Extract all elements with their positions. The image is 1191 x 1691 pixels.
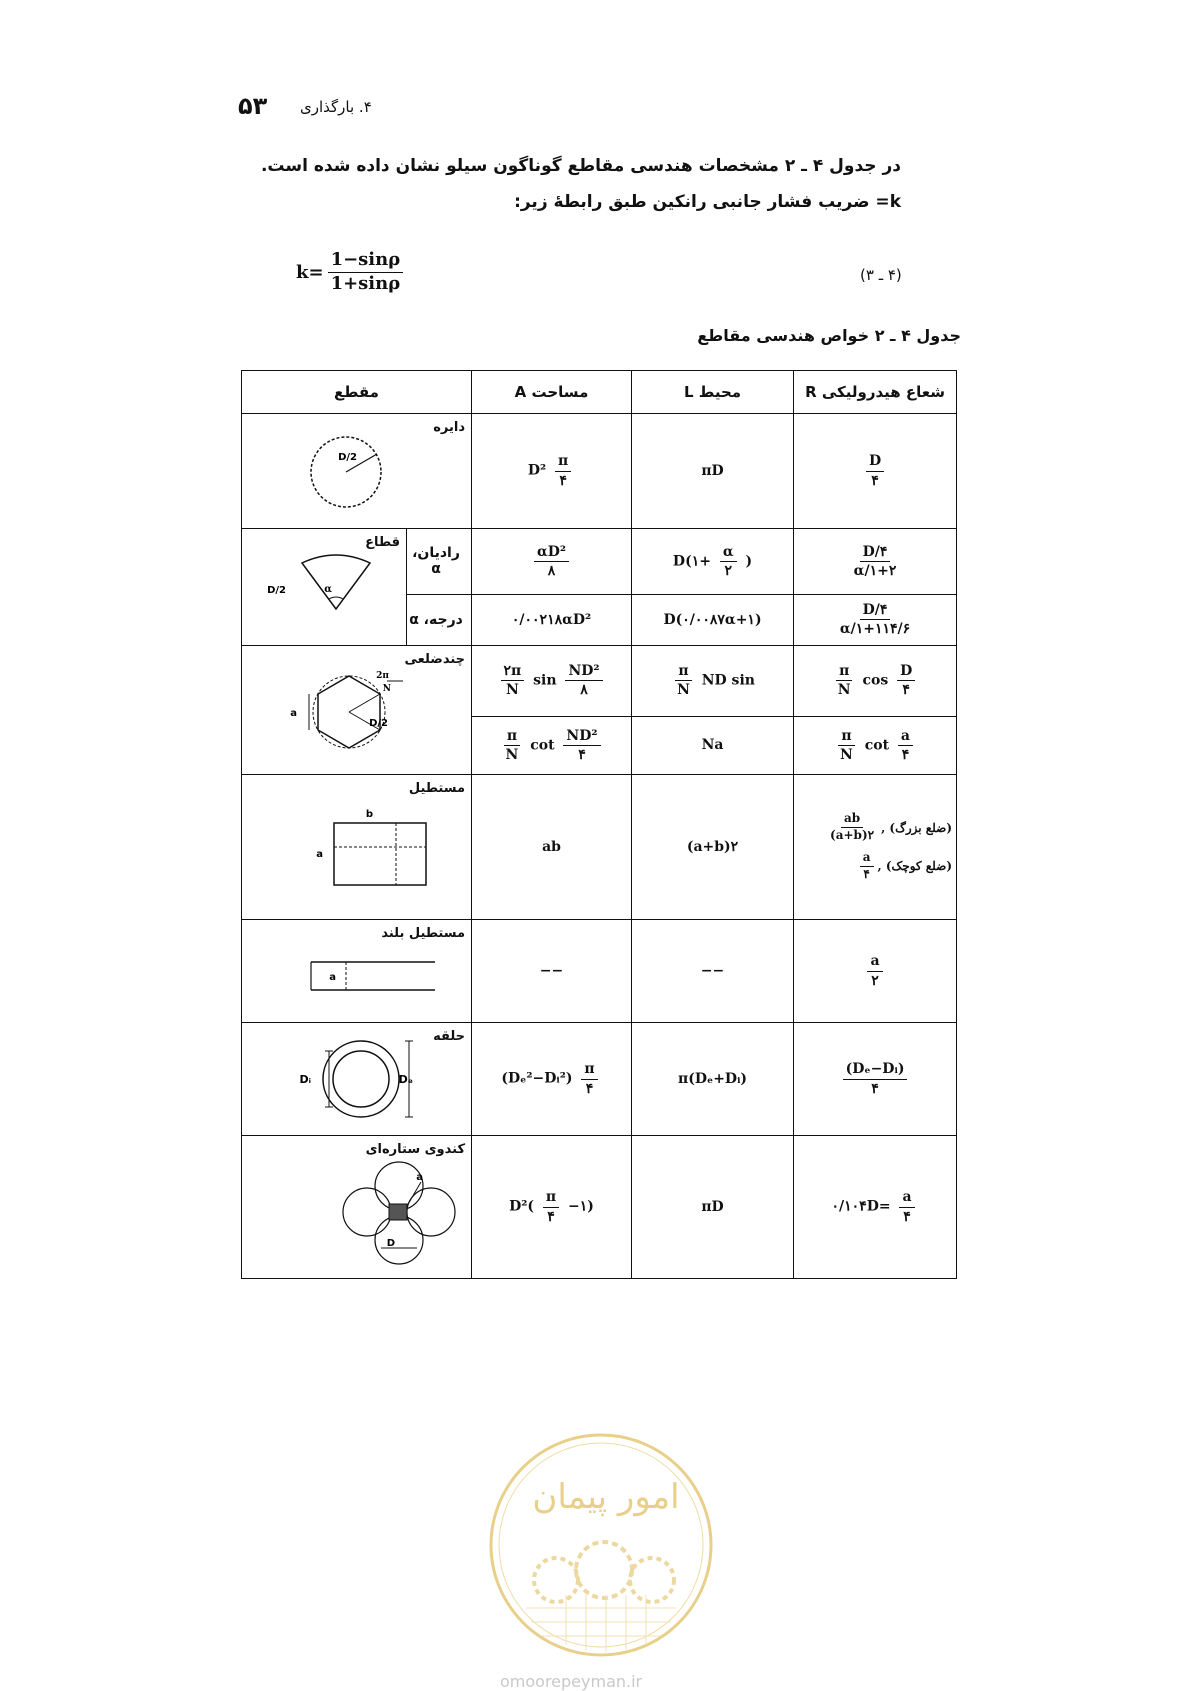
section-name: کندوی ستاره‌ای: [365, 1142, 466, 1157]
svg-text:N: N: [382, 684, 392, 694]
svg-text:b: b: [365, 809, 374, 820]
ring-area: $\frac{\pi}{۴}$ (Dₑ²−Dᵢ²): [472, 1023, 632, 1136]
polygon-area-1: $\frac{\text{ND²}}{۸}$ sin $\frac{۲\pi}{N}$: [472, 646, 632, 717]
ring-perimeter: π(Dₑ+Dᵢ): [632, 1023, 794, 1136]
sector-sub-radian: رادیان، α: [407, 529, 472, 595]
svg-text:a: a: [316, 849, 324, 860]
rectangle-area: ab: [472, 775, 632, 920]
header-radius: شعاع هیدرولیکی R: [794, 371, 957, 414]
circle-radius: $\frac{D}{۴}$: [794, 414, 957, 529]
stamp-text: امور پیمان: [532, 1477, 680, 1517]
formula-lhs: k=: [296, 261, 324, 283]
svg-text:D: D: [386, 1238, 396, 1249]
intro-line-2: k= ضریب فشار جانبی رانکین طبق رابطهٔ زیر:: [514, 192, 901, 212]
svg-text:D/2: D/2: [369, 718, 389, 729]
longrect-perimeter: −−: [632, 920, 794, 1023]
table-row: [242, 414, 957, 529]
header-area: مساحت A: [472, 371, 632, 414]
svg-text:a: a: [329, 972, 337, 983]
sector-sub-degree: درجه، α: [407, 594, 472, 645]
rectangle-radius: (ضلع بزرگ) , $\frac{ab}{۲(a+b)}$ (ضلع کوچک) , $\frac{a}{۴}$: [794, 775, 957, 920]
ring-radius: $\frac{\text{(Dₑ−Dᵢ)}}{۴}$: [794, 1023, 957, 1136]
sector-section: [242, 529, 407, 646]
sector-area-1: $\frac{\text{αD²}}{۸}$: [472, 529, 632, 595]
ring-section: [242, 1023, 472, 1136]
circle-section: [242, 414, 472, 529]
section-name: حلقه: [433, 1029, 466, 1044]
svg-text:a: a: [416, 1172, 424, 1183]
formula-fraction: [328, 250, 404, 294]
longrect-radius: $\frac{a}{۲}$: [794, 920, 957, 1023]
page-number: ۵۳: [238, 92, 268, 120]
svg-text:2π: 2π: [376, 671, 390, 681]
star-radius: $\frac{a}{۴}$ =۰/۱۰۴D: [794, 1136, 957, 1279]
rectangle-section: [242, 775, 472, 920]
watermark-stamp: [486, 1430, 716, 1660]
section-name: چندضلعی: [404, 652, 466, 667]
sector-area-2: ۰/۰۰۲۱۸αD²: [472, 594, 632, 645]
sector-perimeter-1: ( $\frac{\alpha}{۲}$ +۱)D: [632, 529, 794, 595]
star-area: (۱− $\frac{\pi}{۴}$ )D²: [472, 1136, 632, 1279]
polygon-perimeter-2: Na: [632, 716, 794, 774]
sector-radius-1: $\frac{D/۴}{۱+۲/\alpha}$: [794, 529, 957, 595]
longrect-section: [242, 920, 472, 1023]
circle-perimeter: πD: [632, 414, 794, 529]
sector-radius-2: $\frac{D/۴}{۱+۱۱۴/۶/\alpha}$: [794, 594, 957, 645]
polygon-section: [242, 646, 472, 775]
table-caption: جدول ۴ ـ ۲ خواص هندسی مقاطع: [697, 326, 961, 345]
table-row: [242, 1023, 957, 1136]
table-row: [242, 646, 957, 717]
section-name: مستطیل بلند: [381, 926, 466, 941]
chapter-title: ۴. بارگذاری: [300, 98, 372, 116]
svg-text:a: a: [290, 708, 298, 719]
section-name: مستطیل: [408, 781, 466, 796]
polygon-radius-1: $\frac{D}{۴}$ cos $\frac{\pi}{N}$: [794, 646, 957, 717]
svg-text:α: α: [324, 584, 332, 595]
polygon-radius-2: $\frac{a}{۴}$ cot $\frac{\pi}{N}$: [794, 716, 957, 774]
star-perimeter: πD: [632, 1136, 794, 1279]
table-row: [242, 529, 957, 595]
table-row: [242, 920, 957, 1023]
geometry-table: [241, 370, 957, 1279]
rankine-formula: [296, 250, 407, 294]
formula-denominator: 1+sinρ: [330, 272, 401, 294]
rectangle-perimeter: ۲(a+b): [632, 775, 794, 920]
star-section: [242, 1136, 472, 1279]
intro-line-1: در جدول ۴ ـ ۲ مشخصات هندسی مقاطع گوناگون سیلو نشان داده شده است.: [260, 156, 901, 176]
formula-numerator: 1−sinρ: [328, 250, 404, 273]
svg-text:D/2: D/2: [267, 585, 286, 596]
table-header-row: [242, 371, 957, 414]
polygon-area-2: $\frac{\text{ND²}}{۴}$ cot $\frac{\pi}{N}$: [472, 716, 632, 774]
header-perimeter: محیط L: [632, 371, 794, 414]
circle-area: $\frac{\pi}{۴}$ D²: [472, 414, 632, 529]
rectangle-figure: [241, 775, 471, 915]
sector-perimeter-2: (۰/۰۰۸۷α+۱)D: [632, 594, 794, 645]
svg-text:Dᵢ: Dᵢ: [299, 1073, 312, 1086]
equation-number: (۴ ـ ۳): [860, 266, 902, 284]
table-row: [242, 775, 957, 920]
polygon-perimeter-1: ND sin $\frac{\pi}{N}$: [632, 646, 794, 717]
longrect-area: −−: [472, 920, 632, 1023]
section-name: دایره: [433, 420, 466, 435]
circle-radius-label: D/2: [338, 452, 358, 463]
table-row: [242, 1136, 957, 1279]
section-name: قطاع: [365, 535, 401, 550]
website-watermark: omoorepeyman.ir: [500, 1672, 643, 1691]
header-section: مقطع: [242, 371, 472, 414]
svg-text:Dₑ: Dₑ: [398, 1073, 414, 1086]
